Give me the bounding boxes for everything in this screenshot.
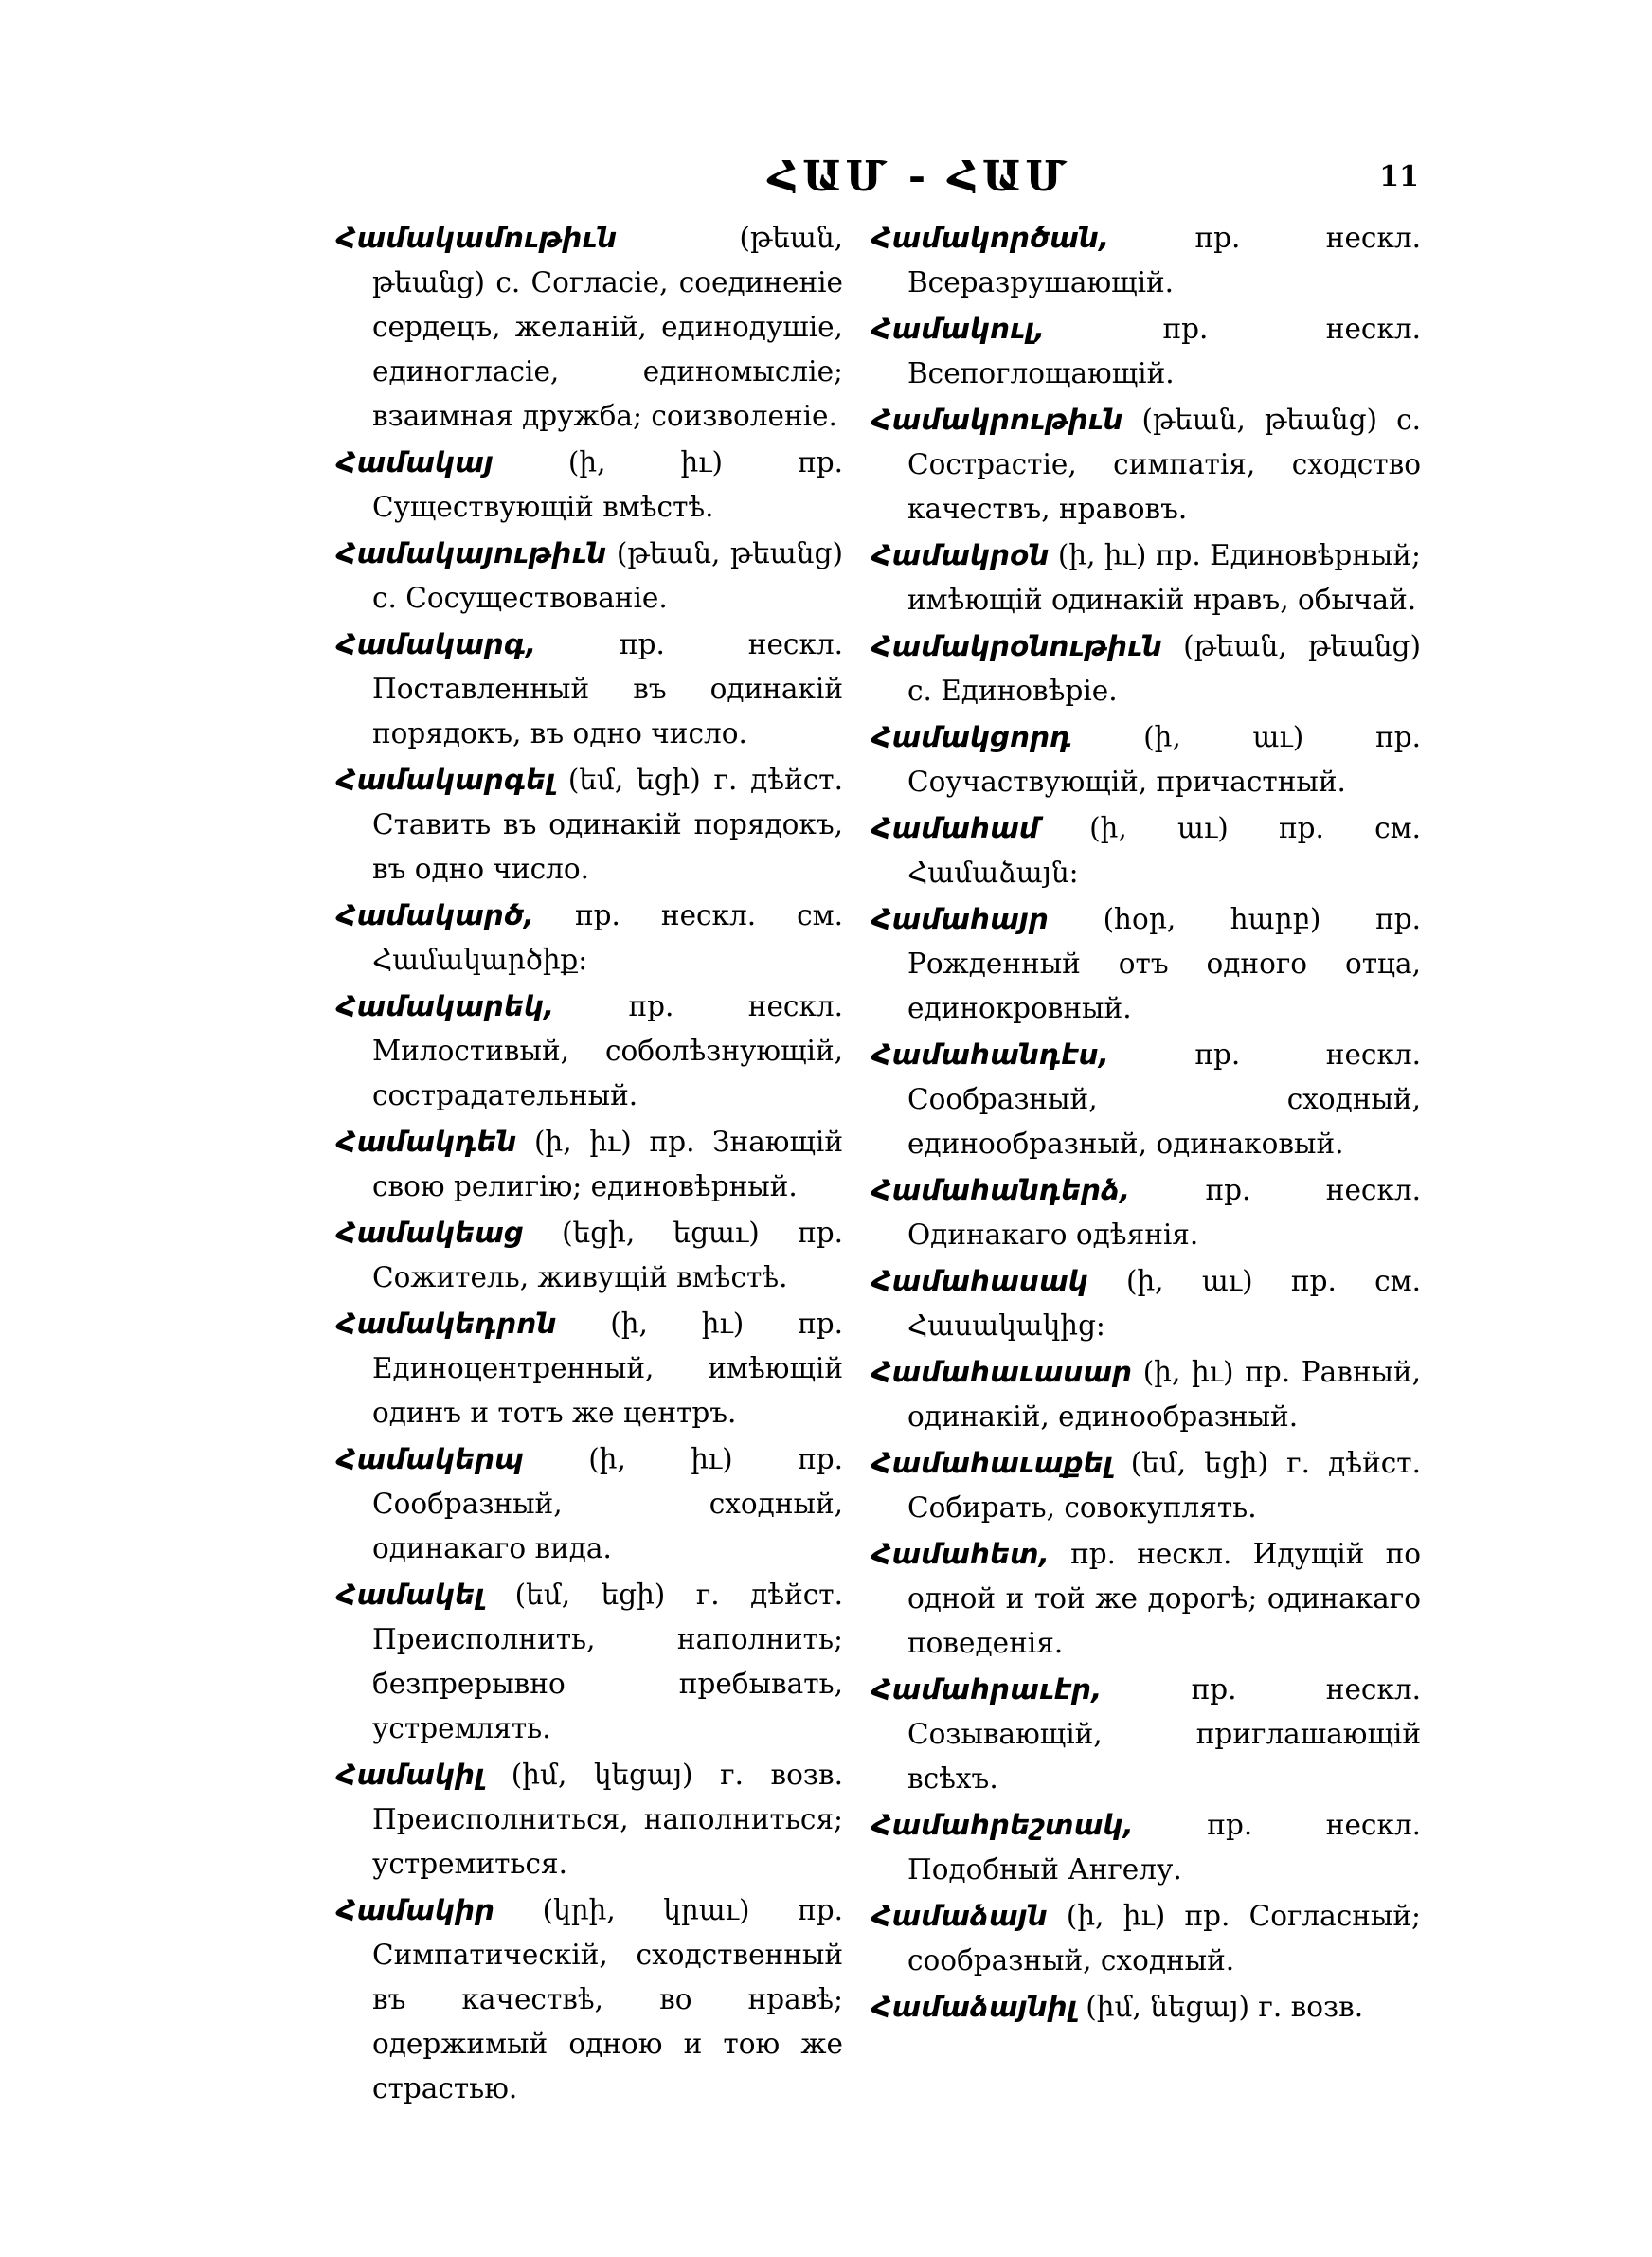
entry-headword: Համակեաց xyxy=(336,1217,524,1249)
entry-definition: пр. нескл. Идущій по одной и той же дорогѣ; одинакаго поведенія. xyxy=(907,1538,1421,1659)
entry-headword: Համահասակ xyxy=(871,1265,1088,1297)
entry-definition: (ի, իւ) пр. Равный, одинакій, единообразный. xyxy=(907,1356,1421,1433)
dictionary-entry xyxy=(871,1350,1421,1439)
entry-headword: Համակարգ, xyxy=(336,628,537,660)
entry-headword: Համահայր xyxy=(871,903,1049,935)
right-column xyxy=(871,216,1421,2031)
dictionary-entry xyxy=(871,216,1421,305)
entry-definition: (ի, իւ) пр. Единовѣрный; имѣющій одинакій нравъ, обычай. xyxy=(907,539,1421,616)
dictionary-entry xyxy=(871,1894,1421,1983)
entry-headword: Համահրեշտակ, xyxy=(871,1809,1134,1841)
entry-headword: Համակրութիւն xyxy=(871,404,1123,436)
entry-headword: Համահանդերձ, xyxy=(871,1174,1131,1206)
entry-definition: (եցի, եցաւ) пр. Сожитель, живущій вмѣстѣ. xyxy=(372,1217,843,1293)
left-column xyxy=(336,216,843,2113)
dictionary-entry xyxy=(871,1532,1421,1666)
entry-definition: пр. нескл. Подобный Ангелу. xyxy=(907,1809,1421,1886)
entry-definition: (ի, իւ) пр. Существующій вмѣстѣ. xyxy=(372,446,843,523)
dictionary-entry xyxy=(336,1753,843,1887)
dictionary-entry xyxy=(336,532,843,621)
entry-definition: пр. нескл. Поставленный въ одинакій порядокъ, въ одно число. xyxy=(372,628,843,749)
dictionary-entry xyxy=(871,806,1421,895)
dictionary-entry xyxy=(336,894,843,983)
entry-headword: Համակիր xyxy=(336,1894,495,1926)
dictionary-entry xyxy=(336,216,843,439)
dictionary-entry xyxy=(871,1259,1421,1348)
entry-headword: Համակցորդ xyxy=(871,721,1072,753)
dictionary-entry xyxy=(871,1803,1421,1892)
entry-definition: (ի, իւ) пр. Знающій свою религію; единовѣрный. xyxy=(372,1126,843,1202)
entry-headword: Համահրաւէր, xyxy=(871,1673,1103,1706)
dictionary-entry xyxy=(871,1033,1421,1166)
dictionary-entry xyxy=(871,897,1421,1031)
entry-headword: Համակեդրոն xyxy=(336,1308,557,1340)
entry-headword: Համակարեկ, xyxy=(336,990,555,1022)
entry-definition: (թեան, թեանց) с. Единовѣріе. xyxy=(907,630,1421,707)
page-number: 11 xyxy=(1379,160,1419,193)
entry-headword: Համակել xyxy=(336,1579,485,1611)
entry-definition: (ի, իւ) пр. Единоцентренный, имѣющій одинъ и тотъ же центръ. xyxy=(372,1308,843,1429)
entry-definition: (ի, աւ) пр. см. Հասակակից: xyxy=(907,1265,1421,1342)
dictionary-entry xyxy=(336,441,843,530)
entry-definition: пр. нескл. Одинакаго одѣянія. xyxy=(907,1174,1421,1251)
entry-headword: Համակործան, xyxy=(871,222,1110,254)
entry-definition: (կրի, կրաւ) пр. Симпатическій, сходственный въ качествѣ, во нравѣ; одержимый одною и тою же страстью. xyxy=(372,1894,843,2104)
entry-definition: (թեան, թեանց) с. Сосуществованіе. xyxy=(372,537,843,614)
entry-headword: Համակիլ xyxy=(336,1759,485,1791)
dictionary-entry xyxy=(871,715,1421,804)
dictionary-entry xyxy=(336,758,843,892)
dictionary-entry xyxy=(871,1168,1421,1257)
entry-definition: (ի, իւ) пр. Согласный; сообразный, сходный. xyxy=(907,1900,1421,1977)
entry-definition: (իմ, նեցայ) г. возв. xyxy=(1076,1991,1364,2023)
entry-headword: Համահանդէս, xyxy=(871,1038,1109,1071)
dictionary-entry xyxy=(336,1888,843,2111)
entry-headword: Համակրօն xyxy=(871,539,1050,571)
dictionary-entry xyxy=(871,1985,1421,2030)
dictionary-entry xyxy=(336,623,843,756)
entry-definition: пр. нескл. Сообразный, сходный, единообразный, одинаковый. xyxy=(907,1038,1421,1160)
entry-headword: Համաձայնիլ xyxy=(871,1991,1077,2023)
dictionary-entry xyxy=(871,533,1421,623)
entry-headword: Համաձայն xyxy=(871,1900,1048,1932)
entry-definition: (թեան, թեանց) с. Сострастіе, симпатія, сходство качествъ, нравовъ. xyxy=(907,404,1421,525)
dictionary-entry xyxy=(336,1573,843,1751)
entry-headword: Համակրօնութիւն xyxy=(871,630,1162,662)
entry-headword: Համահաւաքել xyxy=(871,1447,1113,1479)
entry-definition: (եմ, եցի) г. дѣйст. Ставить въ одинакій порядокъ, въ одно число. xyxy=(372,764,843,885)
entry-headword: Համակերպ xyxy=(336,1443,524,1475)
entry-headword: Համակամութիւն xyxy=(336,222,618,254)
entry-definition: (եմ, եցի) г. дѣйст. Преисполнить, наполнить; безпрерывно пребывать, устремлять. xyxy=(372,1579,843,1744)
running-head xyxy=(0,153,1652,201)
entry-definition: пр. нескл. Милостивый, соболѣзнующій, сострадательный. xyxy=(372,990,843,1111)
entry-definition: (իմ, կեցայ) г. возв. Преисполниться, наполниться; устремиться. xyxy=(372,1759,843,1880)
entry-headword: Համահետ, xyxy=(871,1538,1050,1570)
entry-headword: Համակդեն xyxy=(336,1126,517,1158)
dictionary-entry xyxy=(336,1302,843,1435)
entry-definition: (ի, աւ) пр. см. Համաձայն: xyxy=(907,812,1421,889)
entry-headword: Համակարծ, xyxy=(336,899,534,931)
entry-definition: (ի, իւ) пр. Сообразный, сходный, одинакаго вида. xyxy=(372,1443,843,1564)
dictionary-entry xyxy=(336,1211,843,1300)
dictionary-entry xyxy=(871,1441,1421,1530)
entry-definition: пр. нескл. Созывающій, приглашающій всѣхъ. xyxy=(907,1673,1421,1795)
entry-headword: Համակարգել xyxy=(336,764,556,796)
entry-definition: (թեան, թեանց) с. Согласіе, соединеніе сердецъ, желаній, единодушіе, единогласіе, единомысліе; взаимная дружба; соизволеніе. xyxy=(372,222,843,432)
entry-definition: (եմ, եցի) г. дѣйст. Собирать, совокуплять. xyxy=(907,1447,1421,1524)
dictionary-entry xyxy=(336,1437,843,1571)
dictionary-entry xyxy=(336,1120,843,1209)
entry-headword: Համահամ xyxy=(871,812,1039,844)
entry-definition: пр. нескл. см. Համակարծիք: xyxy=(372,899,843,976)
dictionary-entry xyxy=(871,624,1421,713)
entry-headword: Համակուլ, xyxy=(871,313,1046,345)
dictionary-entry xyxy=(871,1668,1421,1801)
guide-words: ՀԱՄ - ՀԱՄ xyxy=(767,153,1070,201)
dictionary-entry xyxy=(871,307,1421,396)
entry-definition: (հօր, հարբ) пр. Рожденный отъ одного отца, единокровный. xyxy=(907,903,1421,1024)
entry-definition: пр. нескл. Всеразрушающій. xyxy=(907,222,1421,298)
entry-definition: пр. нескл. Всепоглощающій. xyxy=(907,313,1421,389)
entry-definition: (ի, աւ) пр. Соучаствующій, причастный. xyxy=(907,721,1421,798)
entry-headword: Համակայութիւն xyxy=(336,537,607,569)
dictionary-entry xyxy=(871,398,1421,532)
dictionary-entry xyxy=(336,984,843,1118)
entry-headword: Համակայ xyxy=(336,446,494,478)
entry-headword: Համահաւասար xyxy=(871,1356,1133,1388)
